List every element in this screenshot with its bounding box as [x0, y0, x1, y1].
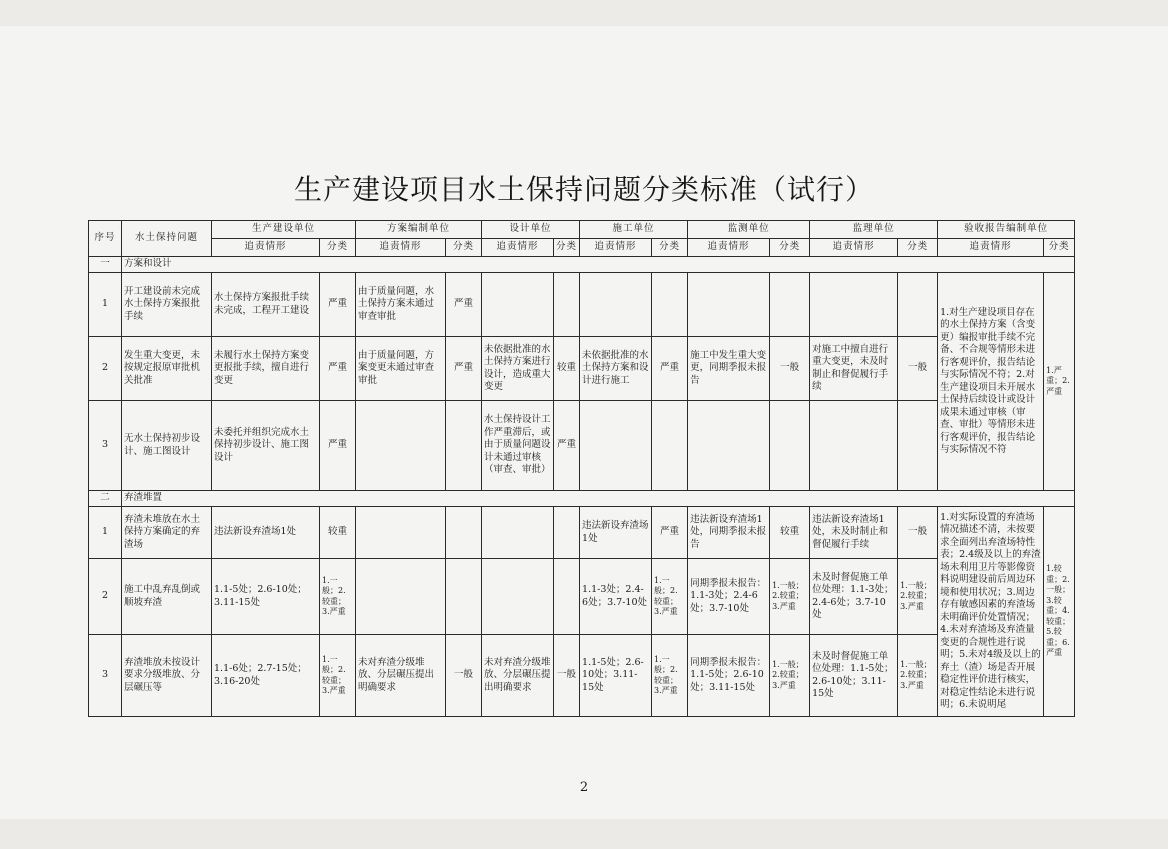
responsibility-cell [356, 559, 446, 635]
table-row [89, 401, 1075, 491]
header-unit-design: 设计单位 [482, 221, 580, 239]
header-unit-construction: 生产建设单位 [212, 221, 356, 239]
responsibility-cell: 未对弃渣分级堆放、分层碾压提出明确要求 [356, 635, 446, 717]
category-cell: 严重 [446, 273, 482, 337]
table-row [89, 507, 1075, 559]
category-cell: 较重 [320, 507, 356, 559]
row-number: 2 [89, 337, 122, 401]
header-unit-plan: 方案编制单位 [356, 221, 482, 239]
category-cell [770, 401, 810, 491]
category-cell: 1.一般；2.较重；3.严重 [898, 559, 938, 635]
header-problem: 水土保持问题 [122, 221, 212, 257]
header-category: 分类 [770, 239, 810, 257]
acceptance-responsibility-cell: 1.对生产建设项目存在的水土保持方案（含变更）编报审批手续不完备、不合规等情形未进行客观评价，报告结论与实际情况不符；2.对生产建设项目未开展水土保持后续设计或设计成果未通过审核（审查、审批）等情形未进行客观评价，报告结论与实际情况不符 [938, 273, 1044, 491]
header-row-sub [89, 239, 1075, 257]
header-unit-acceptance: 验收报告编制单位 [938, 221, 1075, 239]
section-number: 一 [89, 257, 122, 273]
table-row [89, 337, 1075, 401]
header-category: 分类 [652, 239, 688, 257]
responsibility-cell: 未及时督促施工单位处理：1.1-5处；2.6-10处；3.11-15处 [810, 635, 898, 717]
row-number: 3 [89, 635, 122, 717]
category-cell [652, 401, 688, 491]
responsibility-cell [482, 273, 554, 337]
header-category: 分类 [898, 239, 938, 257]
category-cell: 严重 [446, 337, 482, 401]
responsibility-cell: 1.1-3处；2.4-6处；3.7-10处 [580, 559, 652, 635]
header-category: 分类 [1044, 239, 1075, 257]
header-responsibility: 追责情形 [938, 239, 1044, 257]
section-title: 弃渣堆置 [122, 491, 1075, 507]
category-cell: 1.一般；2.较重；3.严重 [652, 635, 688, 717]
acceptance-category-cell: 1.较重；2.一般；3.较重；4.较重；5.较重；6.严重 [1044, 507, 1075, 717]
acceptance-category-cell: 1.严重；2.严重 [1044, 273, 1075, 491]
responsibility-cell [580, 273, 652, 337]
category-cell: 1.一般；2.较重；3.严重 [770, 559, 810, 635]
header-category: 分类 [320, 239, 356, 257]
header-responsibility: 追责情形 [482, 239, 554, 257]
classification-table [88, 220, 1075, 717]
responsibility-cell: 1.1-5处；2.6-10处；3.11-15处 [212, 559, 320, 635]
category-cell: 1.一般；2.较重；3.严重 [320, 559, 356, 635]
problem-cell: 发生重大变更，未按规定报原审批机关批准 [122, 337, 212, 401]
category-cell [554, 273, 580, 337]
header-responsibility: 追责情形 [212, 239, 320, 257]
row-number: 3 [89, 401, 122, 491]
problem-cell: 弃渣未堆放在水土保持方案确定的弃渣场 [122, 507, 212, 559]
header-unit-supervisor: 监理单位 [810, 221, 938, 239]
table-row [89, 635, 1075, 717]
responsibility-cell: 水土保持方案报批手续未完成，工程开工建设 [212, 273, 320, 337]
problem-cell: 施工中乱弃乱倒或顺坡弃渣 [122, 559, 212, 635]
document-title: 生产建设项目水土保持问题分类标准（试行） [293, 173, 874, 206]
category-cell: 1.一般；2.较重；3.严重 [770, 635, 810, 717]
category-cell: 严重 [554, 401, 580, 491]
page-number: 2 [579, 780, 589, 795]
responsibility-cell: 对施工中擅自进行重大变更，未及时制止和督促履行手续 [810, 337, 898, 401]
header-responsibility: 追责情形 [810, 239, 898, 257]
responsibility-cell: 违法新设弃渣场1处 [212, 507, 320, 559]
table-body [89, 257, 1075, 717]
responsibility-cell: 施工中发生重大变更，同期季报未报告 [688, 337, 770, 401]
responsibility-cell [482, 507, 554, 559]
responsibility-cell: 违法新设弃渣场1处，同期季报未报告 [688, 507, 770, 559]
header-category: 分类 [446, 239, 482, 257]
header-responsibility: 追责情形 [580, 239, 652, 257]
category-cell [898, 401, 938, 491]
responsibility-cell: 违法新设弃渣场1处，未及时制止和督促履行手续 [810, 507, 898, 559]
section-row [89, 257, 1075, 273]
responsibility-cell: 未对弃渣分级堆放、分层碾压提出明确要求 [482, 635, 554, 717]
header-category: 分类 [554, 239, 580, 257]
section-number: 二 [89, 491, 122, 507]
header-row-units [89, 221, 1075, 239]
responsibility-cell: 水土保持设计工作严重滞后，或由于质量问题设计未通过审核（审查、审批） [482, 401, 554, 491]
category-cell [554, 507, 580, 559]
category-cell: 一般 [446, 635, 482, 717]
responsibility-cell: 未履行水土保持方案变更报批手续，擅自进行变更 [212, 337, 320, 401]
responsibility-cell: 1.1-5处；2.6-10处；3.11-15处 [580, 635, 652, 717]
responsibility-cell: 1.1-6处；2.7-15处；3.16-20处 [212, 635, 320, 717]
category-cell: 一般 [898, 507, 938, 559]
category-cell: 较重 [770, 507, 810, 559]
problem-cell: 弃渣堆放未按设计要求分级堆放、分层碾压等 [122, 635, 212, 717]
problem-cell: 无水土保持初步设计、施工图设计 [122, 401, 212, 491]
table-row [89, 559, 1075, 635]
category-cell [446, 507, 482, 559]
category-cell: 严重 [652, 337, 688, 401]
header-responsibility: 追责情形 [688, 239, 770, 257]
category-cell: 1.一般；2.较重；3.严重 [652, 559, 688, 635]
responsibility-cell: 未委托并组织完成水土保持初步设计、施工图设计 [212, 401, 320, 491]
responsibility-cell [688, 273, 770, 337]
responsibility-cell: 未依据批准的水土保持方案进行设计，造成重大变更 [482, 337, 554, 401]
responsibility-cell: 未及时督促施工单位处理：1.1-3处；2.4-6处；3.7-10处 [810, 559, 898, 635]
responsibility-cell: 由于质量问题，方案变更未通过审查审批 [356, 337, 446, 401]
category-cell [554, 559, 580, 635]
category-cell [446, 559, 482, 635]
category-cell: 1.一般；2.较重；3.严重 [898, 635, 938, 717]
responsibility-cell [580, 401, 652, 491]
table-row [89, 273, 1075, 337]
responsibility-cell: 违法新设弃渣场1处 [580, 507, 652, 559]
responsibility-cell [688, 401, 770, 491]
section-row [89, 491, 1075, 507]
category-cell: 一般 [554, 635, 580, 717]
row-number: 1 [89, 507, 122, 559]
category-cell [770, 273, 810, 337]
category-cell [898, 273, 938, 337]
category-cell: 一般 [770, 337, 810, 401]
responsibility-cell [482, 559, 554, 635]
responsibility-cell: 同期季报未报告：1.1-5处；2.6-10处；3.11-15处 [688, 635, 770, 717]
section-title: 方案和设计 [122, 257, 1075, 273]
category-cell: 较重 [554, 337, 580, 401]
row-number: 2 [89, 559, 122, 635]
header-responsibility: 追责情形 [356, 239, 446, 257]
responsibility-cell: 由于质量问题，水土保持方案未通过审查审批 [356, 273, 446, 337]
responsibility-cell [810, 273, 898, 337]
header-unit-builder: 施工单位 [580, 221, 688, 239]
category-cell: 一般 [898, 337, 938, 401]
acceptance-responsibility-cell: 1.对实际设置的弃渣场情况描述不清，未按要求全面列出弃渣场特性表；2.4级及以上的弃渣场未利用卫片等影像资料说明建设前后周边环境和使用状况；3.周边存有敏感因素的弃渣场未明确评价处置情况；4.未对弃渣场及弃渣量变更的合规性进行说明；5.未对4级及以上的弃土（渣）场是否开展稳定性评价进行核实，对稳定性结论未进行说明；6.未说明尾 [938, 507, 1044, 717]
responsibility-cell [356, 401, 446, 491]
category-cell: 严重 [320, 273, 356, 337]
row-number: 1 [89, 273, 122, 337]
header-unit-monitor: 监测单位 [688, 221, 810, 239]
category-cell: 1.一般；2.较重；3.严重 [320, 635, 356, 717]
category-cell: 严重 [320, 401, 356, 491]
responsibility-cell [810, 401, 898, 491]
category-cell: 严重 [320, 337, 356, 401]
responsibility-cell [356, 507, 446, 559]
header-no: 序号 [89, 221, 122, 257]
category-cell [652, 273, 688, 337]
category-cell [446, 401, 482, 491]
responsibility-cell: 未依据批准的水土保持方案和设计进行施工 [580, 337, 652, 401]
problem-cell: 开工建设前未完成水土保持方案报批手续 [122, 273, 212, 337]
responsibility-cell: 同期季报未报告：1.1-3处；2.4-6处；3.7-10处 [688, 559, 770, 635]
category-cell: 严重 [652, 507, 688, 559]
